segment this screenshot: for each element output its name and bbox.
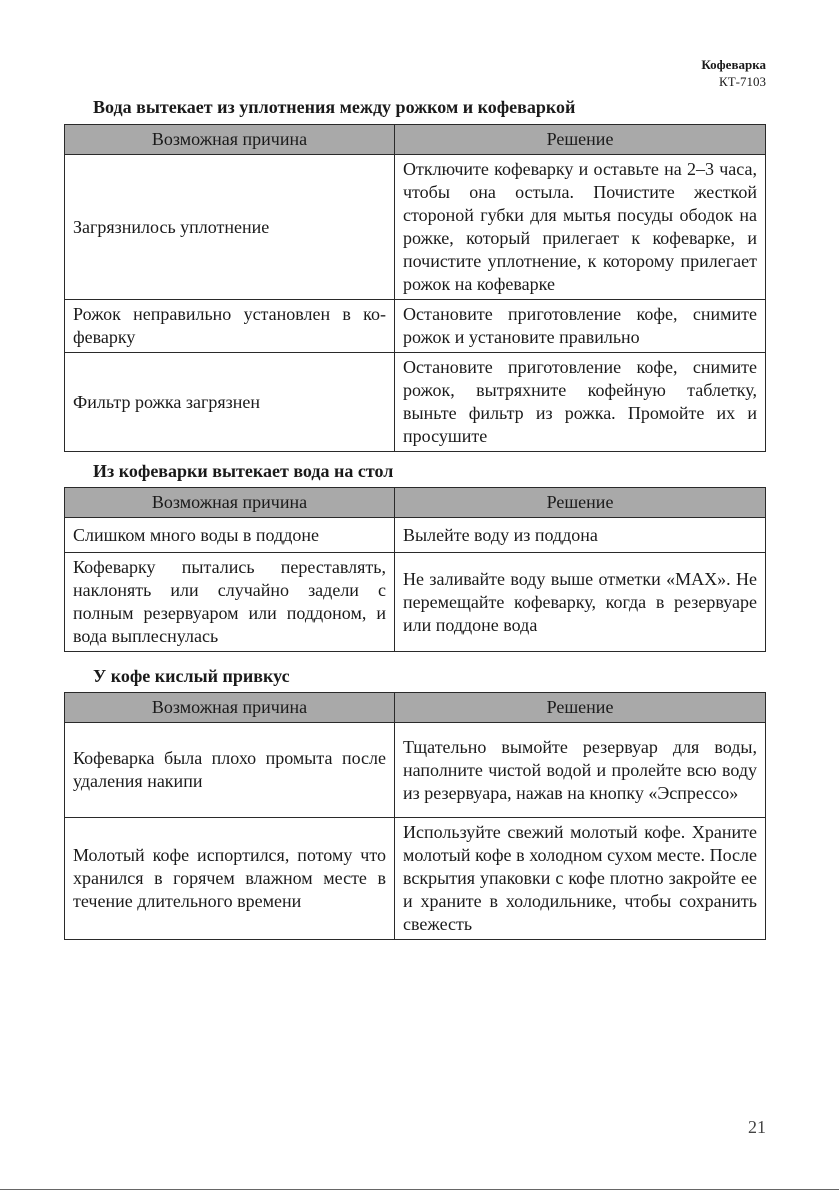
table-row: [65, 818, 766, 940]
solution-cell: Используйте свежий молотый кофе. Храните молотый кофе в холодном сухом месте. После вскрытия упаковки с кофе плотно закройте ее и храните в холодильнике, чтобы сохранить свежесть: [395, 818, 766, 940]
cause-cell: Слишком много воды в поддоне: [65, 518, 395, 553]
table-row: [65, 553, 766, 652]
troubleshooting-table-water-on-table: [64, 487, 766, 652]
solution-cell: Не заливайте воду выше отметки «MAX». Не перемещайте кофеварку, когда в резервуаре или поддоне вода: [395, 553, 766, 652]
cause-cell: Кофеварка была плохо промыта после удаления накипи: [65, 723, 395, 818]
section-title-water-on-table: Из кофеварки вытекает вода на стол: [93, 461, 394, 481]
bottom-rule: [0, 1189, 839, 1190]
cause-cell: Молотый кофе испортился, потому что хранился в горячем влажном месте в течение длительного времени: [65, 818, 395, 940]
table-header-row: [65, 125, 766, 155]
column-header-solution: Решение: [395, 693, 766, 723]
troubleshooting-table-seal-leak: [64, 124, 766, 452]
cause-cell: Кофеварку пытались переставлять, наклонять или случайно задели с полным резервуаром или поддоном, и вода выплеснулась: [65, 553, 395, 652]
table-row: [65, 300, 766, 353]
column-header-solution: Решение: [395, 488, 766, 518]
table-row: [65, 353, 766, 452]
cause-cell: Рожок неправильно установлен в кофеварку: [65, 300, 395, 353]
column-header-solution: Решение: [395, 125, 766, 155]
page-number: 21: [748, 1117, 766, 1137]
table-row: [65, 155, 766, 300]
section-title-seal-leak: Вода вытекает из уплотнения между рожком и кофеваркой: [93, 97, 576, 117]
section-title-sour-taste: У кофе кислый привкус: [93, 666, 290, 686]
solution-cell: Вылейте воду из поддона: [395, 518, 766, 553]
solution-cell: Остановите приготовление кофе, снимите рожок и установите правильно: [395, 300, 766, 353]
solution-cell: Тщательно вымойте резервуар для воды, наполните чистой водой и пролейте всю воду из резервуара, нажав на кнопку «Эспрессо»: [395, 723, 766, 818]
column-header-cause: Возможная причина: [65, 693, 395, 723]
product-name: Кофеварка: [701, 57, 766, 72]
table-header-row: [65, 488, 766, 518]
product-model: КТ-7103: [719, 74, 766, 89]
cause-cell: Фильтр рожка загрязнен: [65, 353, 395, 452]
troubleshooting-table-sour-taste: [64, 692, 766, 940]
table-row: [65, 518, 766, 553]
table-header-row: [65, 693, 766, 723]
solution-cell: Остановите приготовление кофе, снимите рожок, вытряхните кофейную таблетку, выньте фильтр из рожка. Промойте их и просушите: [395, 353, 766, 452]
column-header-cause: Возможная причина: [65, 488, 395, 518]
column-header-cause: Возможная причина: [65, 125, 395, 155]
page-header: [701, 56, 766, 90]
cause-cell: Загрязнилось уплотнение: [65, 155, 395, 300]
table-row: [65, 723, 766, 818]
solution-cell: Отключите кофеварку и оставьте на 2–3 часа, чтобы она остыла. Почистите жесткой стороной губки для мытья посуды ободок на рожке, который прилегает к кофеварке, и почистите уплотнение, к которому прилегает рожок на кофеварке: [395, 155, 766, 300]
